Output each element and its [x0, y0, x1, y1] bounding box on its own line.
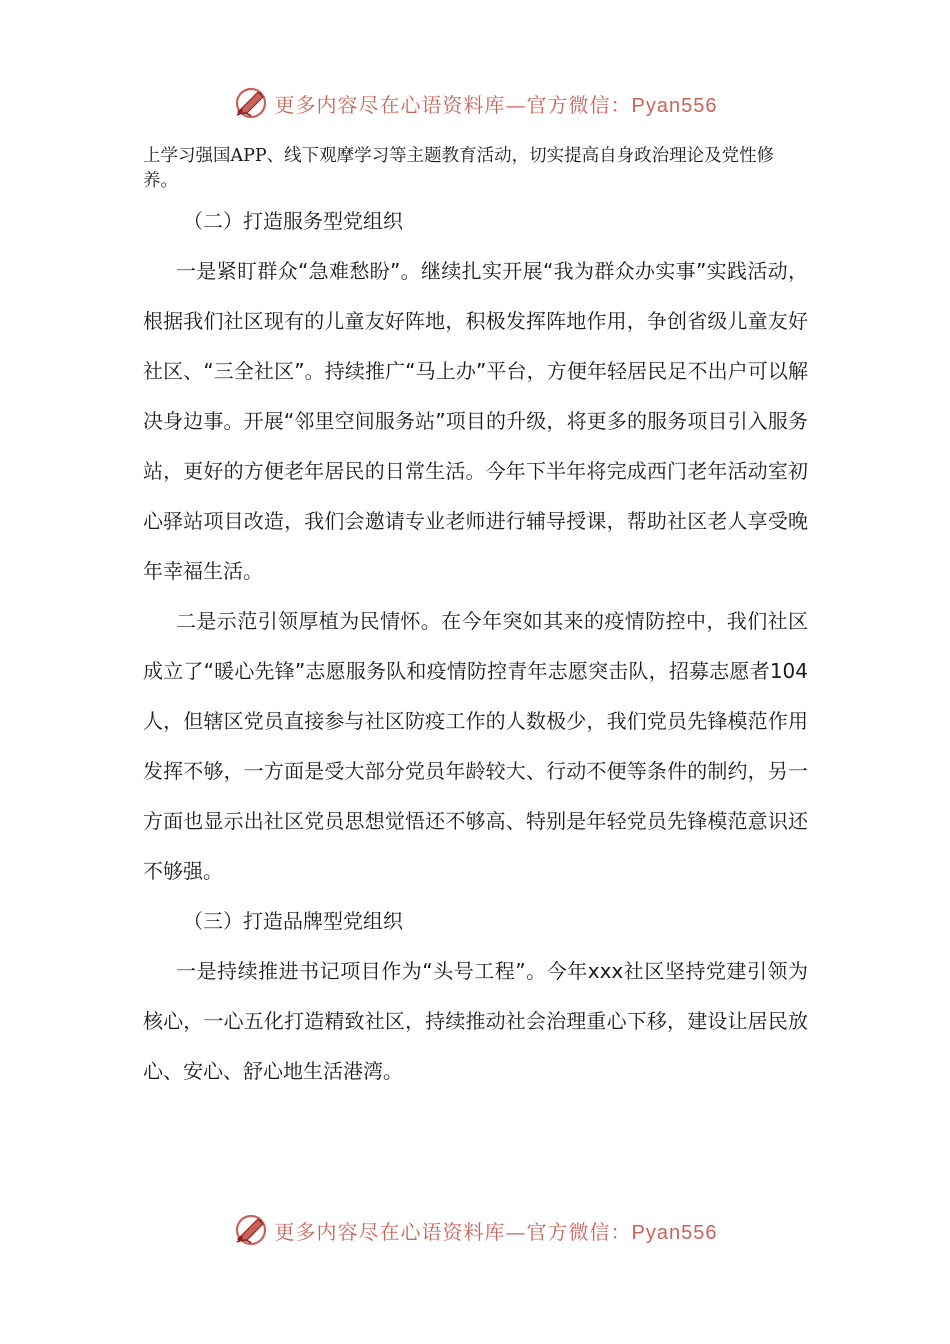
section-heading-3: （三）打造品牌型党组织: [183, 909, 403, 933]
watermark-text: [275, 89, 718, 118]
document-body: [143, 144, 808, 1096]
section-heading-2: （二）打造服务型党组织: [183, 209, 403, 233]
watermark-text: [275, 1216, 718, 1245]
watermark-wechat-id: Pyan556: [631, 94, 718, 117]
paragraph-secretary-project: 一是持续推进书记项目作为“头号工程”。今年xxx社区坚持党建引领为核心，一心五化打造精致社区，持续推动社会治理重心下移，建设让居民放心、安心、舒心地生活港湾。: [143, 959, 808, 1083]
paragraph-model-leadership: 二是示范引领厚植为民情怀。在今年突如其来的疫情防控中，我们社区成立了“暖心先锋”志愿服务队和疫情防控青年志愿突击队，招募志愿者104人，但辖区党员直接参与社区防疫工作的人数极少，我们党员先锋模范作用发挥不够，一方面是受大部分党员年龄较大、行动不便等条件的制约，另一方面也显示出社区党员思想觉悟还不够高、特别是年轻党员先锋模范意识还不够强。: [143, 609, 808, 883]
pen-in-circle-icon: [233, 1212, 269, 1248]
paragraph-serve-masses: 一是紧盯群众“急难愁盼”。继续扎实开展“我为群众办实事”实践活动，根据我们社区现有的儿童友好阵地，积极发挥阵地作用，争创省级儿童友好社区、“三全社区”。持续推广“马上办”平台，方便年轻居民足不出户可以解决身边事。开展“邻里空间服务站”项目的升级，将更多的服务项目引入服务站，更好的方便老年居民的日常生活。今年下半年将完成西门老年活动室初心驿站项目改造，我们会邀请专业老师进行辅导授课，帮助社区老人享受晚年幸福生活。: [143, 259, 808, 583]
continued-paragraph: 上学习强国APP、线下观摩学习等主题教育活动，切实提高自身政治理论及党性修养。: [143, 146, 775, 191]
pen-in-circle-icon: [233, 85, 269, 121]
watermark-label: 更多内容尽在心语资料库—官方微信：: [274, 1219, 632, 1244]
watermark-label: 更多内容尽在心语资料库—官方微信：: [274, 92, 632, 117]
header-watermark-banner: [0, 80, 950, 126]
footer-watermark-banner: [0, 1207, 950, 1253]
watermark-wechat-id: Pyan556: [631, 1221, 718, 1244]
